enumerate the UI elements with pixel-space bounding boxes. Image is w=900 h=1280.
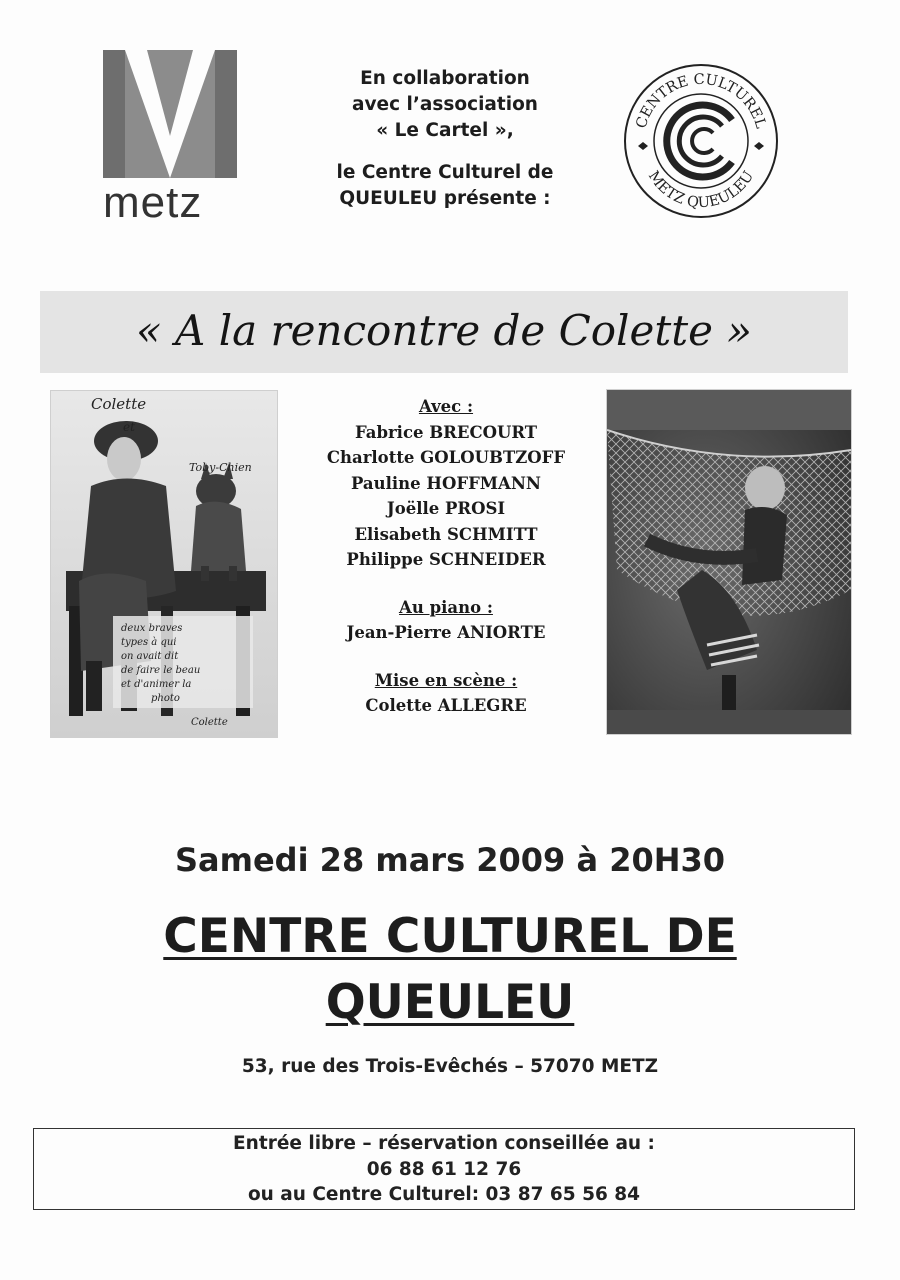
pianist-name: Jean-Pierre ANIORTE <box>346 623 546 642</box>
venue-line: QUEULEU <box>325 975 575 1030</box>
metz-wordmark: metz <box>103 178 203 227</box>
actor-name: Philippe SCHNEIDER <box>346 550 546 569</box>
intro-line: avec l’association <box>352 94 538 115</box>
metz-m-mark <box>103 50 237 178</box>
venue-address: 53, rue des Trois-Evêchés – 57070 METZ <box>241 1056 659 1077</box>
caption-et: et <box>123 420 135 434</box>
intro-line: le Centre Culturel de <box>336 162 554 183</box>
intro-line: QUEULEU présente : <box>339 188 551 209</box>
handwritten-signature: Colette <box>191 717 228 728</box>
handwritten-line: on avait dit <box>121 651 179 662</box>
handwritten-line: photo <box>151 693 180 704</box>
handwritten-line: et d'animer la <box>121 679 192 690</box>
venue-line: CENTRE CULTUREL DE <box>163 909 737 964</box>
actor-name: Charlotte GOLOUBTZOFF <box>326 448 566 467</box>
reservation-text <box>33 1131 855 1208</box>
reservation-line: Entrée libre – réservation conseillée au : <box>233 1133 655 1154</box>
seal-top-text: CENTRE CULTUREL <box>633 71 769 131</box>
caption-dog: Toby-Chien <box>189 461 252 474</box>
actor-name: Pauline HOFFMANN <box>350 473 542 493</box>
colette-dog-photo <box>50 390 278 738</box>
actor-name: Elisabeth SCHMITT <box>354 524 538 544</box>
phone-number: 06 88 61 12 76 <box>366 1158 522 1180</box>
show-title: « A la rencontre de Colette » <box>135 306 752 355</box>
actor-name: Joëlle PROSI <box>386 499 506 518</box>
m-letter-icon <box>103 50 237 178</box>
venue-name <box>0 908 900 1032</box>
cast-list <box>296 394 596 719</box>
seal-bottom-text: METZ QUEULEU <box>644 168 758 212</box>
handwritten-line: types à qui <box>121 637 177 648</box>
handwritten-line: de faire le beau <box>121 665 201 676</box>
centre-culturel-seal <box>622 62 780 220</box>
caption-colette: Colette <box>91 395 147 413</box>
piano-label: Au piano : <box>399 597 493 617</box>
mise-en-scene-label: Mise en scène : <box>374 670 518 690</box>
avec-label: Avec : <box>418 397 474 416</box>
director-name: Colette ALLEGRE <box>365 696 527 715</box>
event-date: Samedi 28 mars 2009 à 20H30 <box>174 841 726 879</box>
colette-hammock-photo <box>606 389 852 735</box>
actor-name: Fabrice BRECOURT <box>354 422 538 442</box>
metz-logo <box>103 50 243 225</box>
intro-line: En collaboration <box>360 68 530 89</box>
handwritten-line: deux braves <box>121 623 183 634</box>
intro-text <box>290 66 600 212</box>
reservation-line: ou au Centre Culturel: 03 87 65 56 84 <box>247 1184 641 1205</box>
intro-line: « Le Cartel », <box>376 120 514 141</box>
